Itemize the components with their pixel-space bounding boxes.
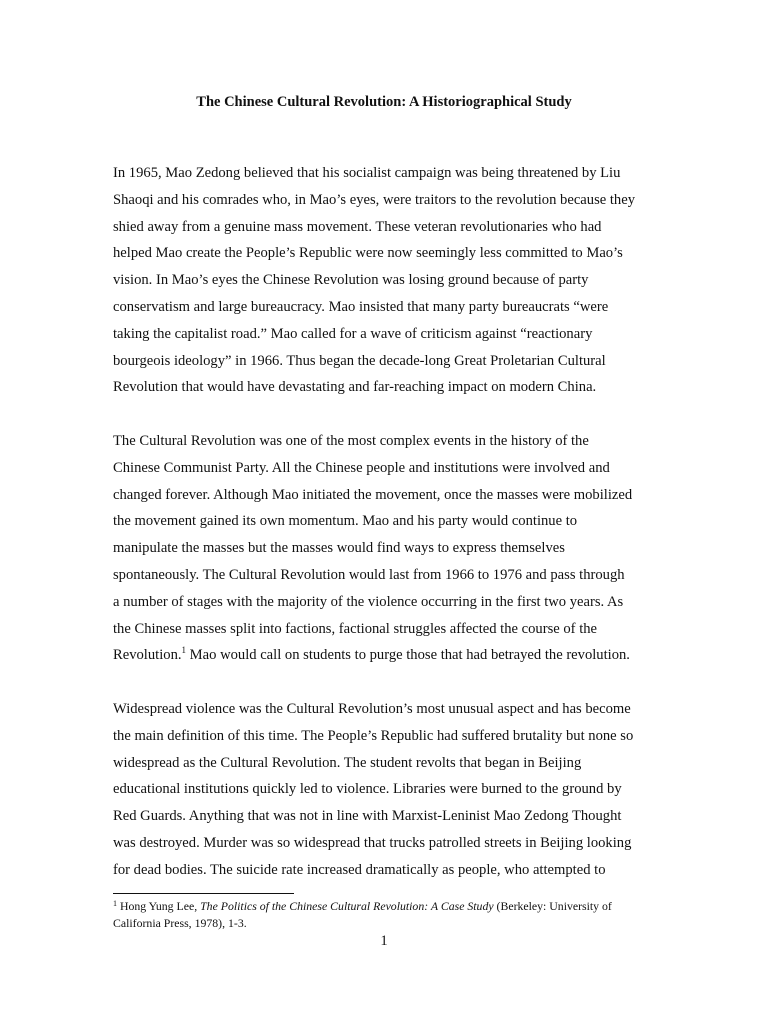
paragraph-line: the main definition of this time. The People’s Republic had suffered brutality but none so <box>113 727 634 744</box>
document-title: The Chinese Cultural Revolution: A Historiographical Study <box>196 94 572 110</box>
footnote-book-title: The Politics of the Chinese Cultural Revolution: A Case Study <box>200 899 494 913</box>
paragraph-line: Red Guards. Anything that was not in line with Marxist-Leninist Mao Zedong Thought <box>113 808 622 825</box>
paragraph-line: helped Mao create the People’s Republic were now seemingly less committed to Mao’s <box>113 245 623 262</box>
footnote <box>113 898 658 932</box>
page-number: 1 <box>380 933 388 949</box>
paragraph-line: Widespread violence was the Cultural Revolution’s most unusual aspect and has become <box>113 701 631 717</box>
paragraph-line: manipulate the masses but the masses would find ways to express themselves <box>113 540 565 557</box>
paragraph-line: conservatism and large bureaucracy. Mao insisted that many party bureaucrats “were <box>113 298 609 315</box>
paragraph-line: bourgeois ideology” in 1966. Thus began the decade-long Great Proletarian Cultural <box>113 352 606 369</box>
paragraph-line-with-footnote <box>113 642 658 669</box>
footnote-publisher: (Berkeley: University of <box>493 899 612 913</box>
footnote-reference[interactable]: 1 <box>181 645 187 656</box>
footnote-line <box>113 898 658 915</box>
line-text-before-footnote: Revolution. <box>113 647 182 664</box>
footnote-marker: 1 <box>113 899 117 908</box>
footnote-author: Hong Yung Lee, <box>117 899 201 913</box>
paragraph-line: shied away from a genuine mass movement. These veteran revolutionaries who had <box>113 218 602 235</box>
paragraph-line: vision. In Mao’s eyes the Chinese Revolution was losing ground because of party <box>113 272 589 289</box>
paragraph-line: a number of stages with the majority of the violence occurring in the first two years. As <box>113 593 624 610</box>
paragraph-line: Shaoqi and his comrades who, in Mao’s eyes, were traitors to the revolution because they <box>113 191 635 208</box>
paragraph-line: spontaneously. The Cultural Revolution would last from 1966 to 1976 and pass through <box>113 566 625 583</box>
paragraph-line: Chinese Communist Party. All the Chinese people and institutions were involved and <box>113 459 610 476</box>
line-text-after-footnote: Mao would call on students to purge those that had betrayed the revolution. <box>186 647 630 664</box>
footnote-line: California Press, 1978), 1-3. <box>113 916 247 930</box>
footnote-divider <box>113 893 294 894</box>
paragraph-line: Revolution that would have devastating and far-reaching impact on modern China. <box>113 379 597 396</box>
paragraph-line: the movement gained its own momentum. Mao and his party would continue to <box>113 513 578 530</box>
paragraph-line: the Chinese masses split into factions, factional struggles affected the course of the <box>113 620 598 637</box>
paragraph-line: changed forever. Although Mao initiated the movement, once the masses were mobilized <box>113 486 633 503</box>
paragraph-line: was destroyed. Murder was so widespread that trucks patrolled streets in Beijing looking <box>113 834 632 851</box>
paragraph-line: taking the capitalist road.” Mao called for a wave of criticism against “reactionary <box>113 325 593 342</box>
paragraph-line: The Cultural Revolution was one of the most complex events in the history of the <box>113 433 589 449</box>
paragraph-3 <box>113 696 658 884</box>
paragraph-line: widespread as the Cultural Revolution. The student revolts that began in Beijing <box>113 754 582 771</box>
paragraph-1 <box>113 160 658 401</box>
paragraph-line: for dead bodies. The suicide rate increased dramatically as people, who attempted to <box>113 861 606 878</box>
paragraph-2 <box>113 428 658 669</box>
paragraph-line: In 1965, Mao Zedong believed that his socialist campaign was being threatened by Liu <box>113 165 621 181</box>
paragraph-line: educational institutions quickly led to violence. Libraries were burned to the ground by <box>113 781 622 798</box>
